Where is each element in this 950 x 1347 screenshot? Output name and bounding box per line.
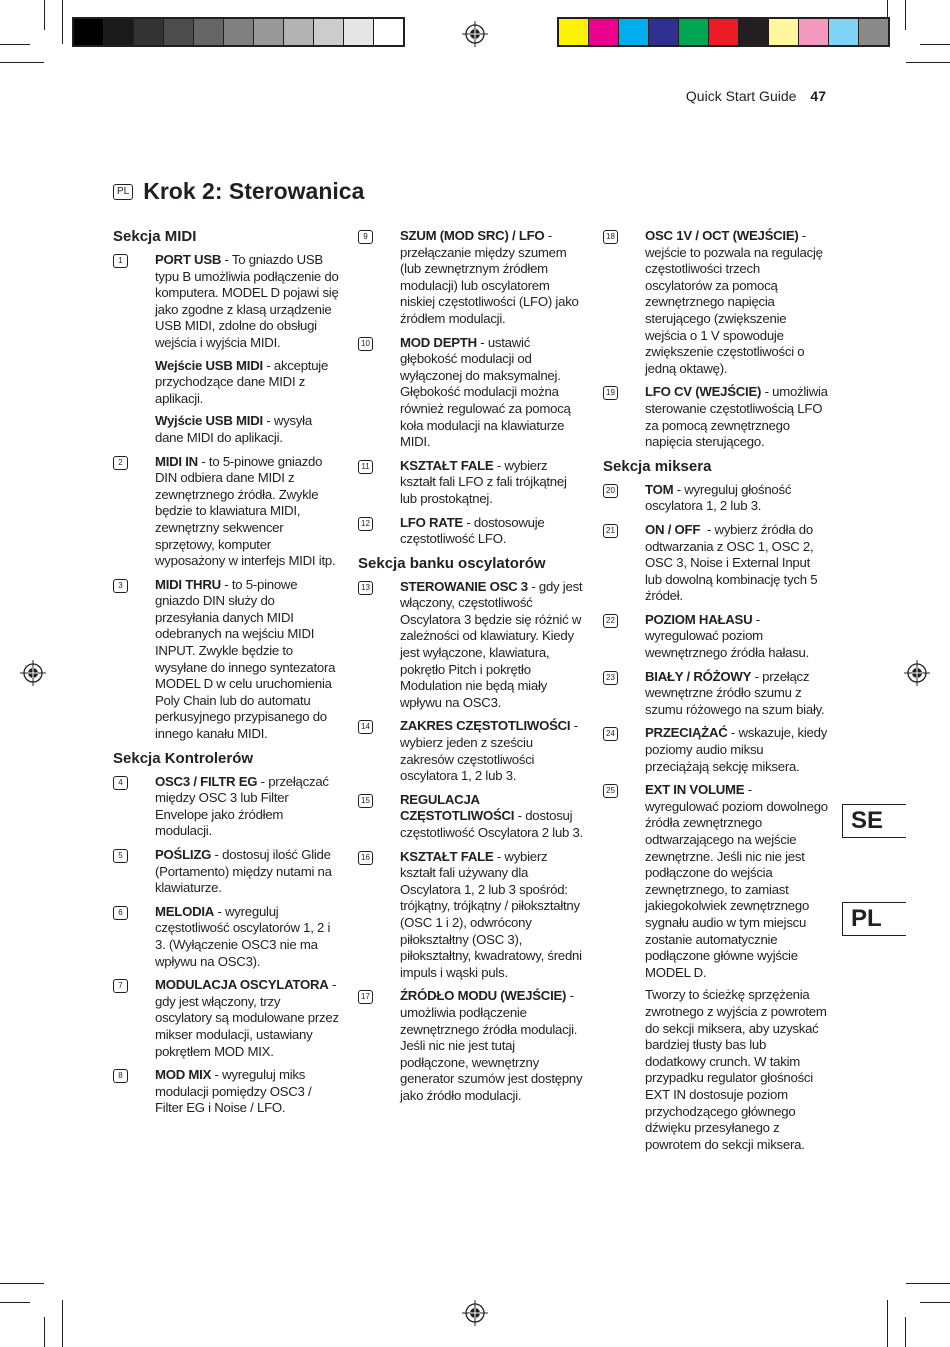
item-number-badge: 11	[358, 460, 373, 474]
item-title: LFO CV (WEJŚCIE)	[645, 384, 762, 400]
section-heading-midi: Sekcja MIDI	[113, 228, 197, 245]
list-item	[358, 988, 586, 1104]
item-text: - umożliwia sterowanie częstotliwością LFO za pomocą zewnętrznego napięcia sterującego.	[645, 384, 828, 450]
color-swatch	[224, 19, 254, 45]
color-swatch	[254, 19, 284, 45]
item-text: - ustawić głębokość modulacji od wyłączonej do maksymalnej. Głębokość modulacji można również regulować za pomocą koła modulacji na klawiaturze MIDI.	[400, 334, 571, 450]
crop-mark	[0, 1283, 44, 1284]
item-number-badge: 6	[113, 906, 128, 920]
item-text: - przełączać między OSC 3 lub Filter Envelope jako źródłem modulacji.	[155, 773, 329, 839]
color-swatch	[679, 19, 709, 45]
item-title: MOD DEPTH	[400, 334, 477, 350]
item-text: - umożliwia podłączenie zewnętrznego źródła modulacji. Jeśli nic nie jest tutaj podłączone, wewnętrzny generator szumów jest dostępny jako źródło modulacji.	[400, 988, 583, 1103]
list-item	[113, 577, 339, 743]
section-heading-controllers: Sekcja Kontrolerów	[113, 749, 254, 767]
color-swatch	[344, 19, 374, 45]
item-number-badge: 22	[603, 614, 618, 628]
item-number-badge: 9	[358, 230, 373, 244]
item-number-badge: 1	[113, 254, 128, 268]
item-title: POŚLIZG	[155, 847, 212, 862]
item-text: - wskazuje, kiedy poziomy audio miksu przeciążają sekcję miksera.	[645, 725, 828, 774]
list-item	[603, 669, 828, 719]
column-3	[603, 228, 828, 1160]
item-title: REGULACJA CZĘSTOTLIWOŚCI	[400, 791, 515, 824]
item-text: - przełącz wewnętrzne źródło szumu z szumu różowego na szum biały.	[645, 668, 825, 717]
item-title: BIAŁY / RÓŻOWY	[645, 668, 752, 684]
list-item	[603, 522, 828, 605]
item-number-badge: 19	[603, 386, 618, 400]
registration-mark-icon	[462, 21, 488, 47]
crop-mark	[62, 0, 63, 44]
item-title: EXT IN VOLUME	[645, 782, 745, 798]
list-item	[113, 977, 339, 1060]
item-number-badge: 25	[603, 784, 618, 798]
language-tab-pl[interactable]: PL	[842, 902, 906, 936]
list-item	[603, 482, 828, 515]
item-text: - to 5-pinowe gniazdo DIN służy do przesyłania danych MIDI odebranych na wejściu MIDI INPUT. Zwykle będzie to wysyłane do innego syntezatora MODEL D w celu uruchomienia Poly Chain lub do automatu perkusyjnego przypisanego do innego kanału MIDI.	[155, 576, 336, 742]
list-item	[113, 904, 339, 970]
crop-mark	[905, 1317, 906, 1347]
list-item	[603, 782, 828, 1153]
item-number-badge: 3	[113, 579, 128, 593]
item-title: STEROWANIE OSC 3	[400, 578, 528, 594]
color-swatch	[559, 19, 589, 45]
page-title-block	[113, 178, 364, 205]
page-number: 47	[810, 88, 826, 104]
color-swatch	[769, 19, 799, 45]
guide-title: Quick Start Guide	[685, 88, 797, 104]
item-paragraph: Tworzy to ścieżkę sprzężenia zwrotnego z wyjścia z powrotem do sekcji miksera, aby uzyskać bardziej tłusty bas lub dodatkowy crunch. W takim przypadku regulator głośności EXT IN dostosuje poziom przychodzącego głównego dźwięku przesyłanego z powrotem do sekcji miksera.	[645, 987, 827, 1152]
color-bar	[557, 17, 890, 47]
item-title: POZIOM HAŁASU	[645, 611, 753, 627]
color-swatch	[314, 19, 344, 45]
item-title: ŹRÓDŁO MODU (WEJŚCIE)	[400, 988, 567, 1004]
item-title: OSC3 / FILTR EG	[155, 773, 258, 789]
item-text: - wyreguluj częstotliwość oscylatorów 1, 2 i 3. (Wyłączenie OSC3 nie ma wpływu na OSC3).	[155, 903, 331, 969]
registration-mark-icon	[20, 660, 46, 686]
color-swatch	[739, 19, 769, 45]
item-text: - wyreguluj miks modulacji pomiędzy OSC3 / Filter EG i Noise / LFO.	[155, 1067, 312, 1116]
registration-mark-icon	[462, 1300, 488, 1326]
item-title: LFO RATE	[400, 514, 463, 530]
item-text: - wybierz kształt fali LFO z fali trójkątnej lub prostokątnej.	[400, 457, 567, 506]
color-swatch	[619, 19, 649, 45]
list-item	[113, 252, 339, 447]
color-swatch	[829, 19, 859, 45]
list-item	[113, 774, 339, 840]
item-text: - gdy jest włączony, trzy oscylatory są modulowane przez mikser modulacji, ustawiany pokrętłem MOD MIX.	[155, 977, 339, 1059]
color-swatch	[194, 19, 224, 45]
crop-mark	[0, 62, 44, 63]
crop-mark	[920, 1302, 950, 1303]
color-swatch	[104, 19, 134, 45]
crop-mark	[906, 62, 950, 63]
item-text: - wyregulować poziom wewnętrznego źródła hałasu.	[645, 611, 810, 661]
list-item	[358, 579, 586, 712]
item-text: - wejście to pozwala na regulację częstotliwości trzech oscylatorów za pomocą zewnętrznego napięcia sterującego (zwiększenie wejścia o 1 V spowoduje zwiększenie częstotliwości o jedną oktawę).	[645, 228, 823, 376]
item-number-badge: 16	[358, 851, 373, 865]
item-title: MELODIA	[155, 903, 215, 919]
item-text: - dostosuj częstotliwość Oscylatora 2 lub 3.	[400, 808, 584, 840]
item-number-badge: 2	[113, 456, 128, 470]
color-swatch	[859, 19, 888, 45]
item-number-badge: 14	[358, 720, 373, 734]
item-number-badge: 18	[603, 230, 618, 244]
item-subtitle: Wyjście USB MIDI	[155, 413, 263, 429]
item-title: KSZTAŁT FALE	[400, 848, 494, 864]
item-title: SZUM (MOD SRC) / LFO	[400, 228, 545, 243]
list-item	[358, 228, 586, 328]
item-subtext: - wysyła dane MIDI do aplikacji.	[155, 413, 312, 445]
item-title: TOM	[645, 481, 674, 497]
item-title: PRZECIĄŻAĆ	[645, 725, 728, 741]
item-text: - to 5-pinowe gniazdo DIN odbiera dane MIDI z zewnętrznego źródła. Zwykle będzie to klawiatura MIDI, zewnętrzny sekwencer sprzętowy, komputer wyposażony w interfejs MIDI itp.	[155, 453, 336, 569]
color-swatch	[799, 19, 829, 45]
item-subtext: - akceptuje przychodzące dane MIDI z aplikacji.	[155, 357, 329, 406]
item-title: OSC 1V / OCT (WEJŚCIE)	[645, 228, 799, 243]
column-2	[358, 228, 586, 1112]
list-item	[603, 384, 828, 450]
column-1	[113, 228, 339, 1124]
section-heading-mixer: Sekcja miksera	[603, 457, 712, 475]
item-subtitle: Wejście USB MIDI	[155, 357, 263, 373]
crop-mark	[0, 44, 30, 45]
list-item	[113, 1067, 339, 1117]
color-swatch	[374, 19, 403, 45]
crop-mark	[920, 44, 950, 45]
list-item	[113, 454, 339, 570]
item-number-badge: 12	[358, 517, 373, 531]
item-number-badge: 7	[113, 979, 128, 993]
crop-mark	[44, 1317, 45, 1347]
crop-mark	[887, 1300, 888, 1347]
color-swatch	[284, 19, 314, 45]
color-swatch	[74, 19, 104, 45]
item-text: - wybierz źródła do odtwarzania z OSC 1, OSC 2, OSC 3, Noise i External Input lub dowolną kombinację tych 5 źródeł.	[645, 521, 821, 604]
list-item	[358, 849, 586, 982]
item-text: - wyregulować poziom dowolnego źródła zewnętrznego odtwarzającego na wejście zewnętrzne. Jeśli nic nie jest podłączone do wejścia zewnętrznego, to zamiast jakiegokolwiek zewnętrznego sygnału audio w tym miejscu zostanie automatycznie podłączone główne wyjście MODEL D.	[645, 782, 828, 980]
list-item	[358, 458, 586, 508]
list-item	[113, 847, 339, 897]
running-header	[686, 88, 826, 104]
item-number-badge: 13	[358, 581, 373, 595]
item-title: ON / OFF	[645, 521, 701, 537]
item-title: PORT USB	[155, 252, 222, 267]
section-heading-osc-bank: Sekcja banku oscylatorów	[358, 554, 546, 572]
grayscale-bar	[72, 17, 405, 47]
language-tab-se[interactable]: SE	[842, 804, 906, 838]
crop-mark	[62, 1300, 63, 1347]
color-swatch	[649, 19, 679, 45]
item-number-badge: 24	[603, 727, 618, 741]
list-item	[603, 228, 828, 377]
item-number-badge: 10	[358, 337, 373, 351]
item-title: KSZTAŁT FALE	[400, 457, 494, 473]
registration-mark-icon	[904, 660, 930, 686]
item-title: MIDI THRU	[155, 576, 221, 592]
language-tag: PL	[113, 184, 133, 200]
list-item	[358, 335, 586, 451]
item-text: - wybierz kształt fali używany dla Oscylatora 1, 2 lub 3 spośród: trójkątny, trójkątny / piłokształtny (OSC 1 i 2), odwrócony piłokształtny (OSC 3), piłokształtny, kwadratowy, średni impuls i wąski puls.	[400, 848, 582, 980]
color-swatch	[589, 19, 619, 45]
crop-mark	[0, 1302, 30, 1303]
item-text: - przełączanie między szumem (lub zewnętrznym źródłem modulacji) lub oscylatorem niskiej częstotliwości (LFO) jako źródłem modulacji.	[400, 228, 579, 326]
item-text: - dostosuj ilość Glide (Portamento) między nutami na klawiaturze.	[155, 847, 332, 896]
color-swatch	[134, 19, 164, 45]
item-text: - gdy jest włączony, częstotliwość Oscylatora 3 będzie się różnić w zależności od klawiatury. Kiedy jest wyłączone, klawiatura, pokrętło Pitch i pokrętło Modulation nie będą miały wpływu na OSC3.	[400, 578, 583, 710]
item-text: - wybierz jeden z sześciu zakresów częstotliwości oscylatora 1, 2 lub 3.	[400, 718, 578, 784]
color-swatch	[709, 19, 739, 45]
list-item	[603, 725, 828, 775]
page-title: Krok 2: Sterowanica	[143, 178, 365, 204]
item-number-badge: 8	[113, 1069, 128, 1083]
list-item	[358, 515, 586, 548]
color-swatch	[164, 19, 194, 45]
item-number-badge: 15	[358, 794, 373, 808]
item-text: - To gniazdo USB typu B umożliwia podłączenie do komputera. MODEL D pojawi się jako zgodne z klasą urządzenie USB MIDI, zdolne do obsługi wejścia i wyjścia MIDI.	[155, 252, 339, 350]
item-title: ZAKRES CZĘSTOTLIWOŚCI	[400, 718, 571, 734]
crop-mark	[905, 0, 906, 30]
item-number-badge: 5	[113, 849, 128, 863]
item-title: MODULACJA OSCYLATORA	[155, 977, 329, 993]
crop-mark	[906, 1283, 950, 1284]
item-title: MOD MIX	[155, 1067, 212, 1083]
list-item	[603, 612, 828, 662]
item-text: - dostosowuje częstotliwość LFO.	[400, 514, 545, 547]
crop-mark	[44, 0, 45, 30]
item-number-badge: 17	[358, 990, 373, 1004]
item-number-badge: 4	[113, 776, 128, 790]
list-item	[358, 792, 586, 842]
list-item	[358, 718, 586, 784]
item-number-badge: 23	[603, 671, 618, 685]
item-number-badge: 20	[603, 484, 618, 498]
item-number-badge: 21	[603, 524, 618, 538]
item-text: - wyreguluj głośność oscylatora 1, 2 lub 3.	[645, 481, 792, 514]
item-title: MIDI IN	[155, 453, 198, 469]
